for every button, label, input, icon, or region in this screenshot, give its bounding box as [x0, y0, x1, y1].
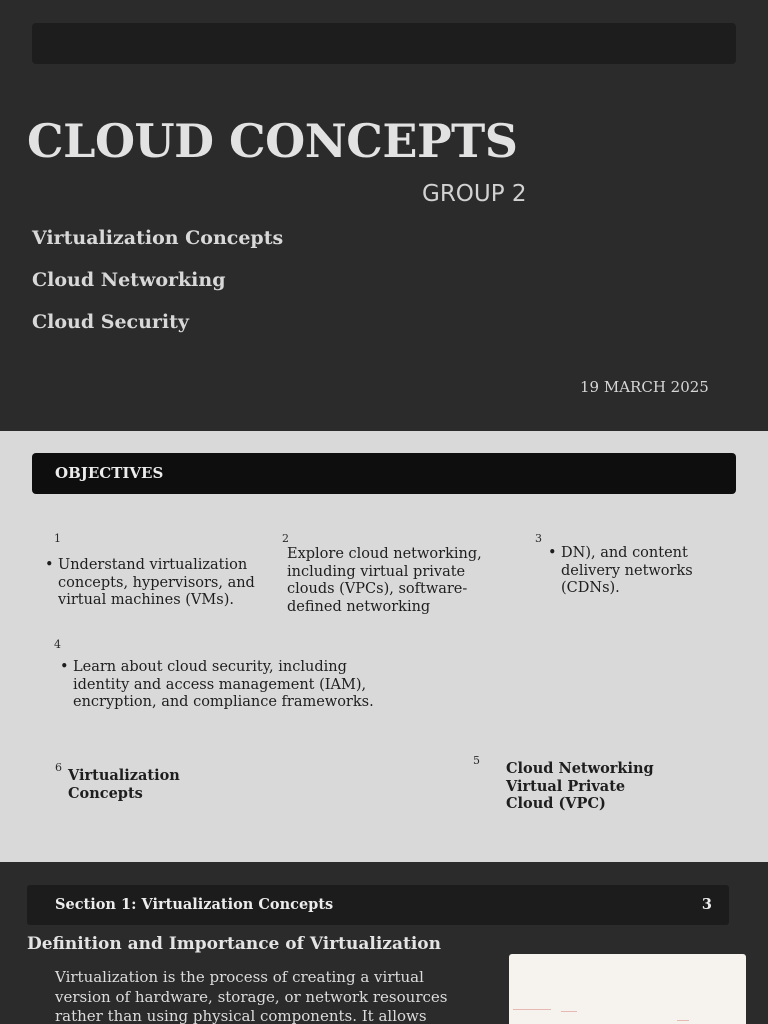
definition-heading: Definition and Importance of Virtualization	[27, 934, 441, 954]
subtopic-virtualization: Virtualization Concepts	[68, 767, 180, 802]
objective-number: 3	[535, 532, 542, 545]
sketch-mark	[513, 1009, 551, 1010]
topic-networking: Cloud Networking	[32, 269, 226, 291]
subtopic-number: 6	[55, 761, 62, 774]
subtopic-number: 5	[473, 754, 480, 767]
whiteboard-image	[509, 954, 746, 1024]
section-header	[27, 885, 729, 925]
objectives-slide	[0, 431, 768, 862]
header-bar	[32, 23, 736, 64]
section-slide	[0, 862, 768, 1024]
topic-virtualization: Virtualization Concepts	[32, 227, 284, 249]
objective-item	[287, 546, 497, 616]
objective-item	[60, 659, 393, 712]
presentation-date: 19 MARCH 2025	[580, 378, 709, 396]
sketch-mark	[561, 1011, 577, 1012]
objective-number: 1	[54, 532, 61, 545]
objective-text: Learn about cloud security, including identity and access management (IAM), encryption, and compliance frameworks.	[73, 659, 374, 710]
bullet-icon: •	[60, 659, 69, 675]
group-label: GROUP 2	[422, 181, 527, 207]
page-number: 3	[701, 896, 712, 913]
objective-text: Explore cloud networking, including virtual private clouds (VPCs), software-defined networking	[287, 546, 482, 615]
objective-item	[45, 557, 263, 610]
section-title: Section 1: Virtualization Concepts	[55, 896, 334, 913]
sketch-mark	[677, 1020, 689, 1021]
objective-number: 4	[54, 638, 61, 651]
objective-number: 2	[282, 532, 289, 545]
bullet-icon: •	[45, 557, 54, 573]
title-slide	[0, 0, 768, 431]
definition-text: Virtualization is the process of creating a virtual version of hardware, storage, or network resources rather than using physical components. It allows	[55, 968, 448, 1024]
objectives-header	[32, 453, 736, 494]
objective-text: Understand virtualization concepts, hypervisors, and virtual machines (VMs).	[58, 557, 255, 608]
topic-security: Cloud Security	[32, 311, 189, 333]
bullet-icon: •	[548, 545, 557, 561]
slide-title: CLOUD CONCEPTS	[27, 114, 518, 168]
objective-text: DN), and content delivery networks (CDNs).	[561, 545, 693, 596]
objectives-title: OBJECTIVES	[55, 464, 164, 482]
objective-item	[548, 545, 721, 598]
subtopic-networking: Cloud Networking Virtual Private Cloud (VPC)	[506, 760, 654, 812]
